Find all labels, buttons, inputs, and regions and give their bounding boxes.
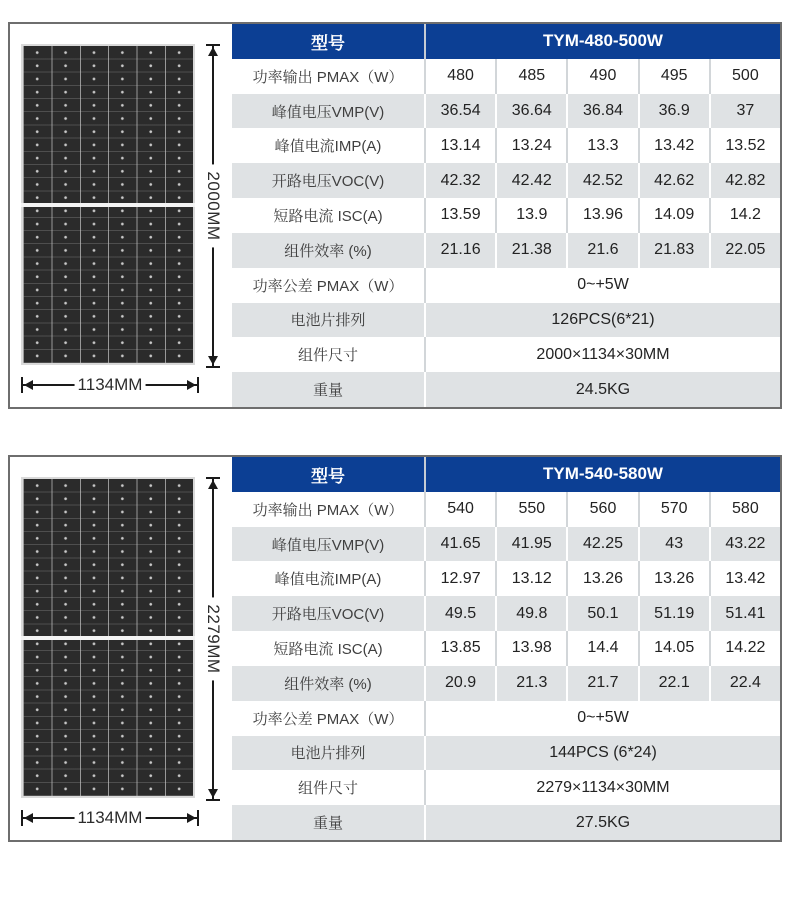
spec-value-cell: 13.85 (424, 631, 495, 666)
panel-width-label: 1134MM (75, 808, 146, 828)
spec-value-cell: 550 (495, 492, 566, 527)
spec-value-cell: 21.3 (495, 666, 566, 701)
spec-value-cell: 22.05 (709, 233, 780, 268)
spec-value-cell: 49.5 (424, 596, 495, 631)
spec-value-cell: 42.82 (709, 163, 780, 198)
spec-section-540-580w (8, 455, 782, 842)
spec-row (232, 701, 780, 736)
spec-value-cell: 21.38 (495, 233, 566, 268)
spec-span-value-cell: 24.5KG (424, 372, 780, 407)
spec-row-label: 组件尺寸 (232, 770, 424, 805)
spec-span-value-cell: 2000×1134×30MM (424, 337, 780, 372)
spec-value-cell: 21.6 (566, 233, 637, 268)
spec-value-cell: 13.9 (495, 198, 566, 233)
spec-value-cell: 20.9 (424, 666, 495, 701)
spec-row (232, 561, 780, 596)
spec-row-label: 功率输出 PMAX（W） (232, 59, 424, 94)
spec-row (232, 666, 780, 701)
spec-value-cell: 14.4 (566, 631, 637, 666)
spec-row (232, 805, 780, 840)
spec-row (232, 527, 780, 562)
spec-value-cell: 21.7 (566, 666, 637, 701)
dim-arrow-right-icon (187, 380, 196, 390)
spec-row (232, 163, 780, 198)
dim-cap (197, 377, 199, 393)
spec-value-cell: 13.26 (638, 561, 709, 596)
spec-row-label: 重量 (232, 372, 424, 407)
spec-value-cell: 14.2 (709, 198, 780, 233)
width-dimension (21, 377, 199, 393)
spec-value-cell: 43 (638, 527, 709, 562)
spec-value-cell: 36.84 (566, 94, 637, 129)
dim-arrow-down-icon (208, 789, 218, 798)
spec-row (232, 631, 780, 666)
spec-value-cell: 37 (709, 94, 780, 129)
spec-row-label: 峰值电压VMP(V) (232, 94, 424, 129)
spec-value-cell: 13.24 (495, 128, 566, 163)
spec-value-cell: 560 (566, 492, 637, 527)
spec-value-cell: 13.14 (424, 128, 495, 163)
spec-row-label: 功率公差 PMAX（W） (232, 268, 424, 303)
dim-arrow-down-icon (208, 356, 218, 365)
spec-span-value-cell: 0~+5W (424, 701, 780, 736)
spec-value-cell: 580 (709, 492, 780, 527)
spec-row (232, 198, 780, 233)
spec-value-cell: 13.98 (495, 631, 566, 666)
model-value-cell: TYM-480-500W (424, 24, 780, 59)
spec-row-label: 开路电压VOC(V) (232, 596, 424, 631)
spec-row (232, 94, 780, 129)
spec-row (232, 337, 780, 372)
spec-row (232, 59, 780, 94)
spec-row-label: 电池片排列 (232, 736, 424, 771)
spec-row-label: 短路电流 ISC(A) (232, 631, 424, 666)
spec-row (232, 233, 780, 268)
model-header-cell: 型号 (232, 457, 424, 492)
spec-value-cell: 13.42 (638, 128, 709, 163)
table-header-row (232, 24, 780, 59)
spec-row-label: 功率输出 PMAX（W） (232, 492, 424, 527)
dim-cap (197, 810, 199, 826)
spec-row-label: 峰值电流IMP(A) (232, 561, 424, 596)
spec-value-cell: 490 (566, 59, 637, 94)
spec-span-value-cell: 126PCS(6*21) (424, 303, 780, 338)
panel-height-label: 2000MM (203, 164, 223, 247)
spec-value-cell: 42.32 (424, 163, 495, 198)
spec-value-cell: 42.62 (638, 163, 709, 198)
spec-value-cell: 540 (424, 492, 495, 527)
spec-value-cell: 49.8 (495, 596, 566, 631)
panel-illustration (10, 24, 232, 407)
spec-row (232, 492, 780, 527)
spec-row (232, 596, 780, 631)
spec-row-label: 峰值电流IMP(A) (232, 128, 424, 163)
spec-value-cell: 22.4 (709, 666, 780, 701)
spec-row-label: 组件尺寸 (232, 337, 424, 372)
model-value-cell: TYM-540-580W (424, 457, 780, 492)
spec-value-cell: 495 (638, 59, 709, 94)
height-dimension (204, 44, 223, 368)
spec-span-value-cell: 27.5KG (424, 805, 780, 840)
panel-height-label: 2279MM (203, 597, 223, 680)
spec-row-label: 功率公差 PMAX（W） (232, 701, 424, 736)
table-header-row (232, 457, 780, 492)
spec-value-cell: 41.65 (424, 527, 495, 562)
spec-row-label: 组件效率 (%) (232, 666, 424, 701)
dim-cap (206, 366, 220, 368)
spec-value-cell: 21.83 (638, 233, 709, 268)
spec-span-value-cell: 2279×1134×30MM (424, 770, 780, 805)
panel-illustration (10, 457, 232, 840)
spec-row-label: 短路电流 ISC(A) (232, 198, 424, 233)
spec-value-cell: 43.22 (709, 527, 780, 562)
spec-row-label: 峰值电压VMP(V) (232, 527, 424, 562)
spec-value-cell: 13.59 (424, 198, 495, 233)
solar-panel-image (21, 477, 195, 798)
solar-panel-image (21, 44, 195, 365)
spec-value-cell: 41.95 (495, 527, 566, 562)
spec-row (232, 770, 780, 805)
spec-value-cell: 36.64 (495, 94, 566, 129)
spec-row (232, 736, 780, 771)
spec-row-label: 开路电压VOC(V) (232, 163, 424, 198)
spec-value-cell: 13.12 (495, 561, 566, 596)
spec-span-value-cell: 0~+5W (424, 268, 780, 303)
spec-row-label: 组件效率 (%) (232, 233, 424, 268)
spec-row-label: 电池片排列 (232, 303, 424, 338)
spec-value-cell: 42.25 (566, 527, 637, 562)
dim-arrow-right-icon (187, 813, 196, 823)
spec-row (232, 268, 780, 303)
spec-value-cell: 13.26 (566, 561, 637, 596)
spec-value-cell: 51.41 (709, 596, 780, 631)
spec-value-cell: 500 (709, 59, 780, 94)
spec-value-cell: 13.42 (709, 561, 780, 596)
spec-section-480-500w (8, 22, 782, 409)
spec-value-cell: 42.42 (495, 163, 566, 198)
spec-value-cell: 13.52 (709, 128, 780, 163)
spec-value-cell: 14.09 (638, 198, 709, 233)
spec-value-cell: 14.22 (709, 631, 780, 666)
width-dimension (21, 810, 199, 826)
spec-value-cell: 480 (424, 59, 495, 94)
spec-row (232, 372, 780, 407)
spec-value-cell: 51.19 (638, 596, 709, 631)
spec-row-label: 重量 (232, 805, 424, 840)
spec-value-cell: 570 (638, 492, 709, 527)
dim-cap (206, 799, 220, 801)
spec-value-cell: 42.52 (566, 163, 637, 198)
spec-table (232, 24, 780, 407)
spec-span-value-cell: 144PCS (6*24) (424, 736, 780, 771)
spec-value-cell: 12.97 (424, 561, 495, 596)
spec-table (232, 457, 780, 840)
spec-row (232, 128, 780, 163)
spec-value-cell: 36.9 (638, 94, 709, 129)
spec-row (232, 303, 780, 338)
spec-value-cell: 36.54 (424, 94, 495, 129)
spec-value-cell: 21.16 (424, 233, 495, 268)
spec-value-cell: 485 (495, 59, 566, 94)
spec-value-cell: 14.05 (638, 631, 709, 666)
spec-value-cell: 13.96 (566, 198, 637, 233)
spec-value-cell: 22.1 (638, 666, 709, 701)
panel-width-label: 1134MM (75, 375, 146, 395)
spec-value-cell: 50.1 (566, 596, 637, 631)
spec-value-cell: 13.3 (566, 128, 637, 163)
model-header-cell: 型号 (232, 24, 424, 59)
height-dimension (204, 477, 223, 801)
